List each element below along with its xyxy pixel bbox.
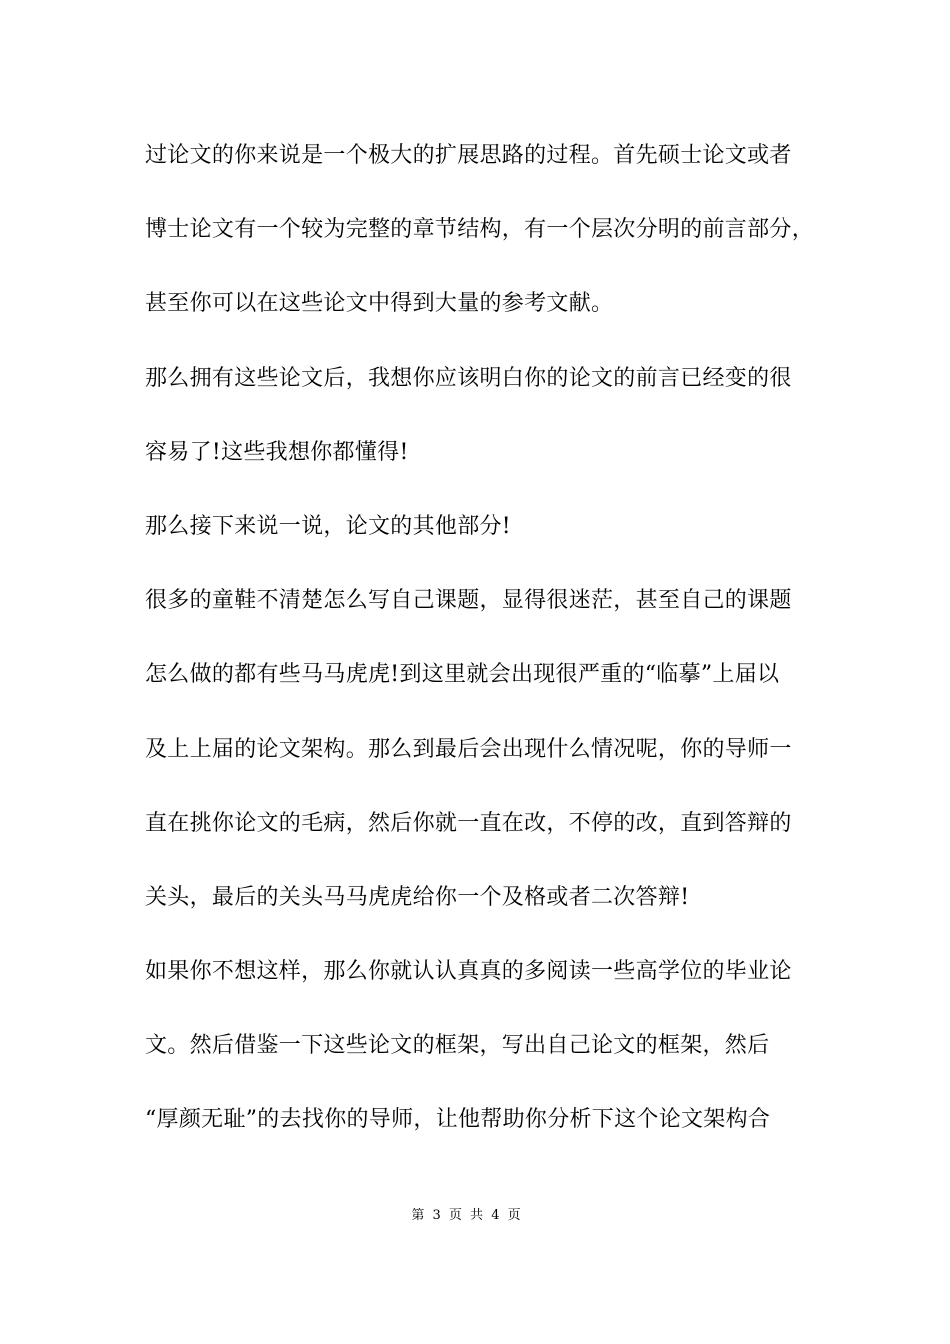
text-line: 博士论文有一个较为完整的章节结构，有一个层次分明的前言部分， [145,217,815,243]
text-line: “厚颜无耻”的去找你的导师，让他帮助你分析下这个论文架构合 [145,1107,771,1133]
text-line: 文。然后借鉴一下这些论文的框架，写出自己论文的框架，然后 [145,1033,770,1059]
text-line: 过论文的你来说是一个极大的扩展思路的过程。首先硕士论文或者 [145,143,792,168]
page-number-footer: 第 3 页 共 4 页 [411,1208,523,1223]
text-line: 如果你不想这样，那么你就认认真真的多阅读一些高学位的毕业论 [145,959,792,985]
text-line: 那么接下来说一说，论文的其他部分! [145,513,511,539]
text-line: 容易了!这些我想你都懂得! [145,439,409,465]
body-text [145,133,825,1172]
text-line: 很多的童鞋不清楚怎么写自己课题，显得很迷茫，甚至自己的课题 [145,588,792,614]
text-line: 那么拥有这些论文后，我想你应该明白你的论文的前言已经变的很 [145,365,792,391]
text-line: 关头，最后的关头马马虎虎给你一个及格或者二次答辩! [145,884,690,910]
text-line: 甚至你可以在这些论文中得到大量的参考文献。 [145,291,614,317]
text-line: 及上上届的论文架构。那么到最后会出现什么情况呢，你的导师一 [145,736,792,762]
text-line: 直在挑你论文的毛病，然后你就一直在改，不停的改，直到答辩的 [145,810,792,836]
text-line: 怎么做的都有些马马虎虎!到这里就会出现很严重的“临摹”上届以 [145,662,780,688]
